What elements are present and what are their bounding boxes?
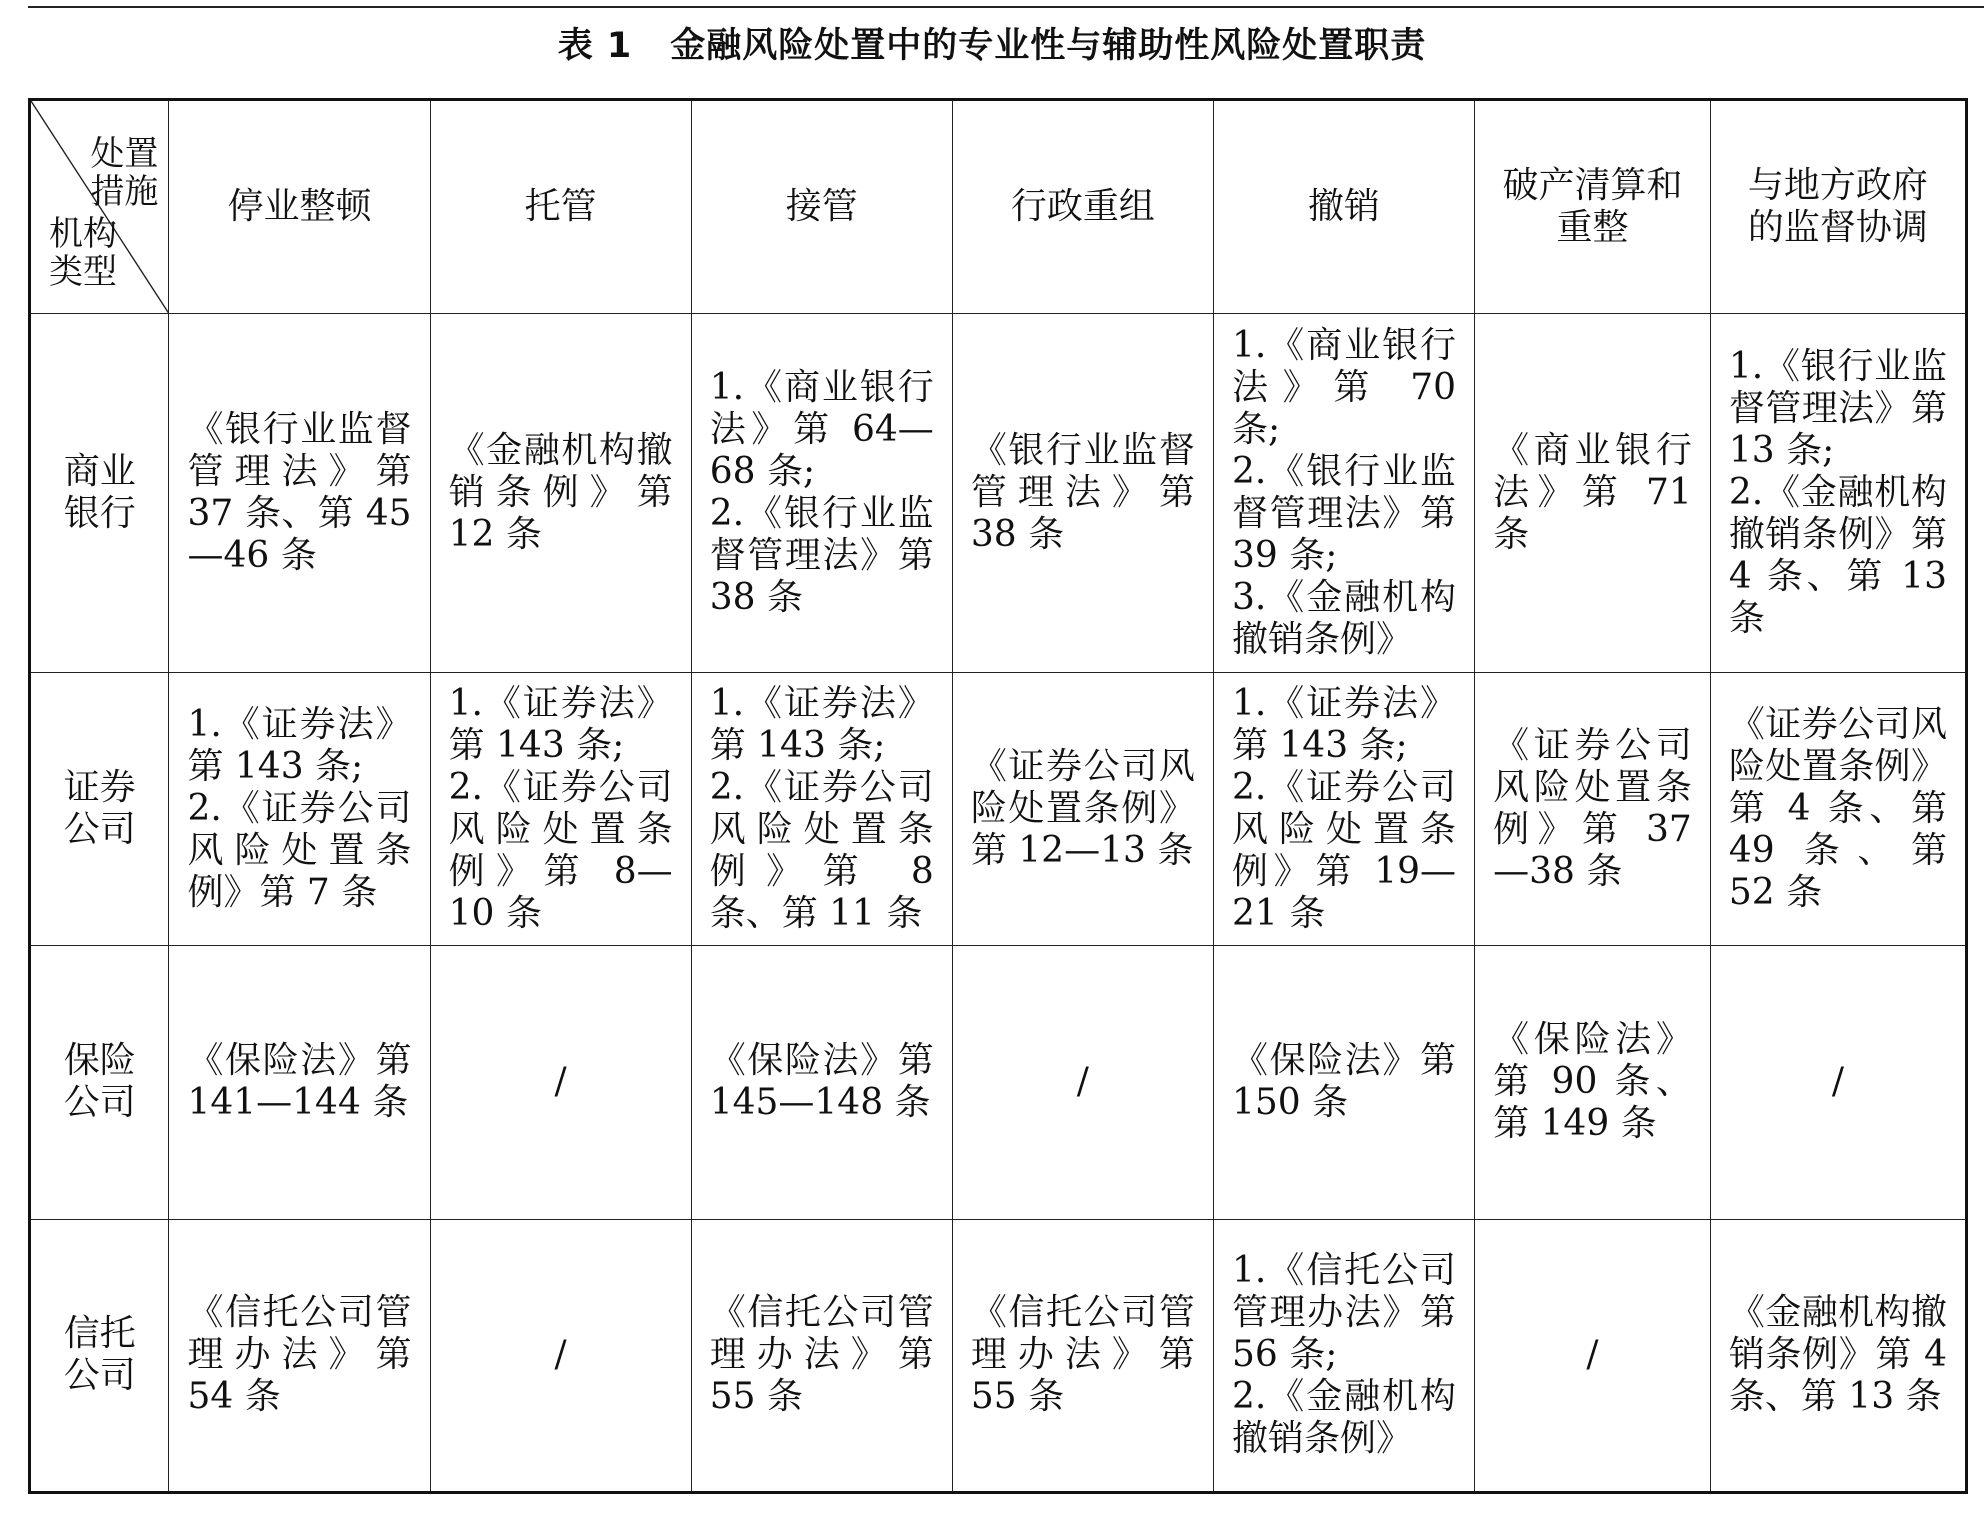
cell-text: 银行 [63,492,136,534]
cell-text: 重整 [1556,206,1629,248]
cell-text: 行政重组 [1010,185,1155,227]
cell-text: 《证券公司风险处置条例》第 12—13 条 [970,745,1195,871]
cell-text: 1.《证券法》第 143 条; [187,703,412,787]
table-cell [1213,313,1474,672]
cell-text: 撤销 [1307,185,1380,227]
cell-text: 信托 [63,1313,136,1355]
table-row [30,313,1967,672]
table-cell [169,672,430,945]
cell-text: 《保险法》第 150 条 [1231,1040,1457,1124]
cell-text: 商业 [63,450,136,492]
table-row [30,1219,1967,1492]
cell-text: 的监督协调 [1747,206,1928,248]
top-rule [28,6,1984,8]
table-cell [430,672,691,945]
table-row [30,672,1967,945]
cell-text: / [554,1061,567,1103]
cell-text: 2.《金融机构撤销条例》 [1231,1376,1457,1460]
table-cell [952,313,1213,672]
column-header [1213,100,1474,314]
cell-text: 2.《证券公司风险处置条例》第 8 条、第 11 条 [709,766,934,934]
table-cell [1213,946,1474,1219]
cell-text: 托管 [524,185,597,227]
corner-label-institution: 机构 类型 [49,213,117,292]
table-cell [1213,672,1474,945]
table-cell [1710,672,1966,945]
table-cell [430,1219,691,1492]
column-header [1710,100,1966,314]
column-header [691,100,952,314]
table-cell [1710,1219,1966,1492]
table-cell [1475,672,1711,945]
cell-text: 《银行业监督管理法》第 38 条 [970,429,1195,555]
table-cell [691,672,952,945]
cell-text: 《金融机构撤销条例》第 4 条、第 13 条 [1728,1292,1947,1418]
corner-header [30,100,169,314]
cell-text: 1.《商业银行法》第 64—68 条; [709,366,934,492]
cell-text: 停业整顿 [227,185,372,227]
table-cell [1710,946,1966,1219]
table-cell [952,946,1213,1219]
cell-text: 公司 [63,808,136,850]
cell-text: / [1076,1061,1089,1103]
cell-text: 《银行业监督管理法》第 37 条、第 45—46 条 [187,408,412,576]
table-cell [169,946,430,1219]
table-cell [691,313,952,672]
cell-text: 与地方政府 [1747,164,1928,206]
cell-text: 《信托公司管理办法》第 54 条 [187,1292,412,1418]
cell-text: 1.《银行业监督管理法》第 13 条; [1728,345,1947,471]
table-cell [169,313,430,672]
cell-text: 破产清算和 [1502,164,1683,206]
cell-text: 2.《金融机构撤销条例》第 4 条、第 13 条 [1728,471,1947,639]
cell-text: 《保险法》第 141—144 条 [187,1040,412,1124]
table-cell [952,1219,1213,1492]
corner-label-measures: 处置 措施 [90,134,159,212]
table-cell [691,946,952,1219]
column-header [952,100,1213,314]
cell-text: 公司 [63,1082,136,1124]
row-header [30,672,169,945]
row-header [30,946,169,1219]
table-row [30,946,1967,1219]
cell-text: / [1831,1061,1844,1103]
cell-text: 《信托公司管理办法》第 55 条 [970,1292,1195,1418]
cell-text: 1.《商业银行法》第 70 条; [1231,324,1457,450]
table-cell [1475,946,1711,1219]
table-cell [169,1219,430,1492]
table-title: 金融风险处置中的专业性与辅助性风险处置职责 [670,26,1427,66]
row-header [30,313,169,672]
cell-text: 2.《证券公司风险处置条例》第 8—10 条 [448,766,673,934]
cell-text: 《证券公司风险处置条例》第 37—38 条 [1493,724,1692,892]
cell-text: 《保险法》第 90 条、第 149 条 [1493,1019,1692,1145]
cell-text: 《证券公司风险处置条例》第 4 条、第 49 条、第 52 条 [1728,703,1947,913]
table-cell [430,313,691,672]
cell-text: 1.《证券法》第 143 条; [709,682,934,766]
table-number: 表 1 [557,26,633,66]
cell-text: / [1586,1334,1599,1376]
cell-text: 保险 [63,1040,136,1082]
cell-text: 2.《银行业监督管理法》第 39 条; [1231,450,1457,576]
cell-text: 证券 [63,766,136,808]
cell-text: 公司 [63,1355,136,1397]
column-header [430,100,691,314]
cell-text: / [554,1334,567,1376]
table-cell [430,946,691,1219]
cell-text: 《金融机构撤销条例》第 12 条 [448,429,673,555]
row-header [30,1219,169,1492]
cell-text: 《商业银行法》第 71 条 [1493,429,1692,555]
cell-text: 1.《信托公司管理办法》第 56 条; [1231,1250,1457,1376]
table-cell [1475,1219,1711,1492]
cell-text: 1.《证券法》第 143 条; [448,682,673,766]
cell-text: 《信托公司管理办法》第 55 条 [709,1292,934,1418]
column-header [1475,100,1711,314]
header-row [30,100,1967,314]
disposal-table [28,98,1968,1494]
cell-text: 2.《银行业监督管理法》第 38 条 [709,492,934,618]
cell-text: 1.《证券法》第 143 条; [1231,682,1457,766]
table-caption [0,18,1984,68]
cell-text: 2.《证券公司风险处置条例》第 7 条 [187,787,412,913]
cell-text: 《保险法》第 145—148 条 [709,1040,934,1124]
cell-text: 接管 [785,185,858,227]
table-cell [691,1219,952,1492]
table-cell [952,672,1213,945]
table-cell [1710,313,1966,672]
table-cell [1213,1219,1474,1492]
table-cell [1475,313,1711,672]
column-header [169,100,430,314]
cell-text: 2.《证券公司风险处置条例》第 19—21 条 [1231,766,1457,934]
cell-text: 3.《金融机构撤销条例》 [1231,576,1457,660]
